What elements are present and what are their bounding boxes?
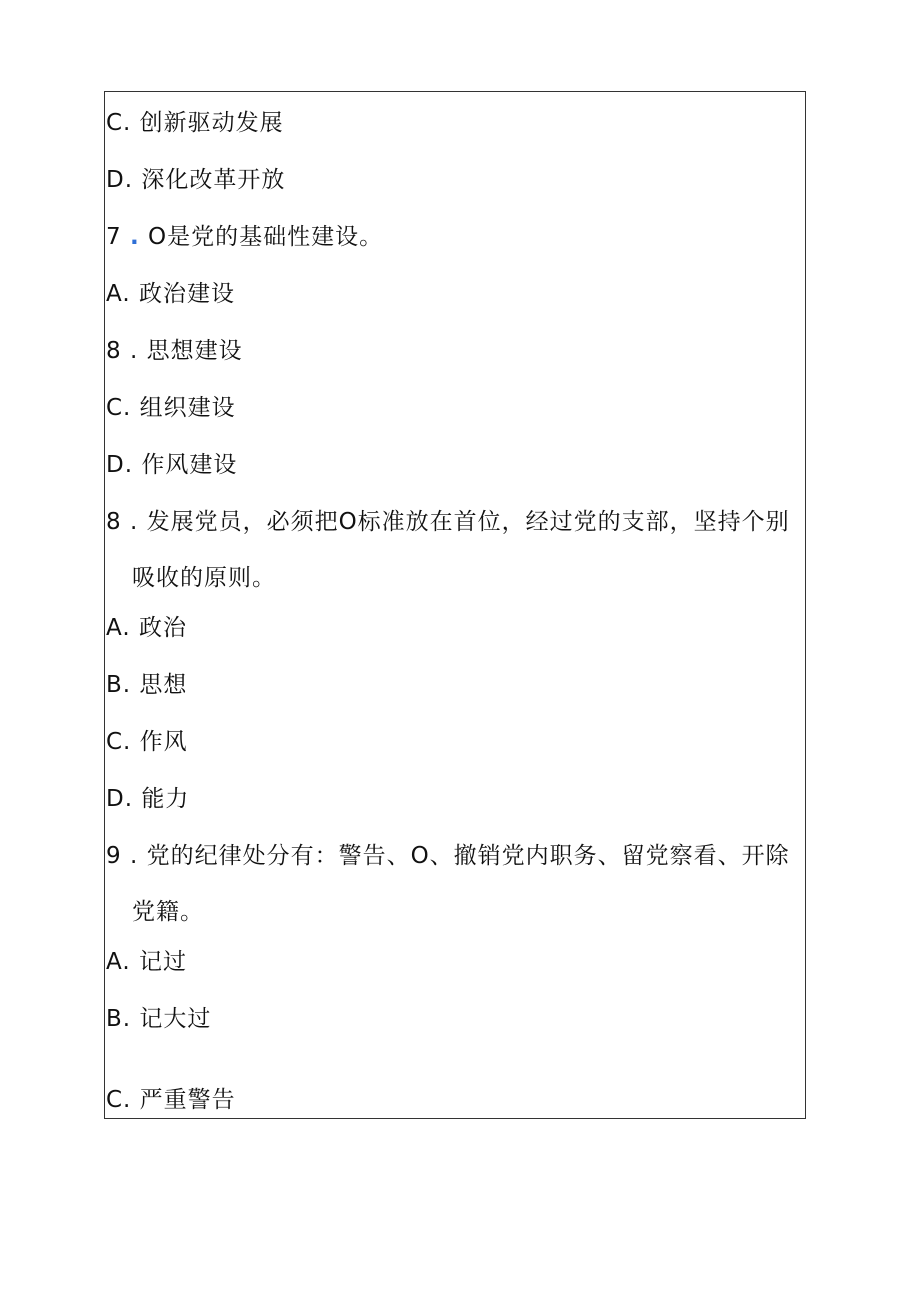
option-c-style: C. 作风 [106,729,188,755]
option-a-political-building: A. 政治建设 [106,281,235,307]
option-b-major-demerit: B. 记大过 [106,1006,212,1032]
option-c-serious-warning: C. 严重警告 [106,1087,236,1113]
option-c-organizational-building: C. 组织建设 [106,395,236,421]
option-c-innovation: C. 创新驱动发展 [106,110,284,136]
question-7-text: O是党的基础性建设。 [148,224,384,250]
question-7-dot: . [129,224,140,250]
option-a-demerit: A. 记过 [106,949,187,975]
question-7 [106,222,383,252]
question-8-text: 8 . 发展党员，必须把O标准放在首位，经过党的支部，坚持个别吸收的原则。 [106,509,790,591]
question-9 [106,828,796,940]
option-b-ideological-building: 8 . 思想建设 [106,338,243,364]
question-7-number: 7 [106,224,122,250]
option-d-reform: D. 深化改革开放 [106,167,286,193]
option-d-ability: D. 能力 [106,786,190,812]
question-9-text: 9 . 党的纪律处分有：警告、O、撤销党内职务、留党察看、开除党籍。 [106,843,790,925]
question-8 [106,494,796,606]
option-d-style-building: D. 作风建设 [106,452,238,478]
option-b-ideological: B. 思想 [106,672,188,698]
option-a-political: A. 政治 [106,615,187,641]
